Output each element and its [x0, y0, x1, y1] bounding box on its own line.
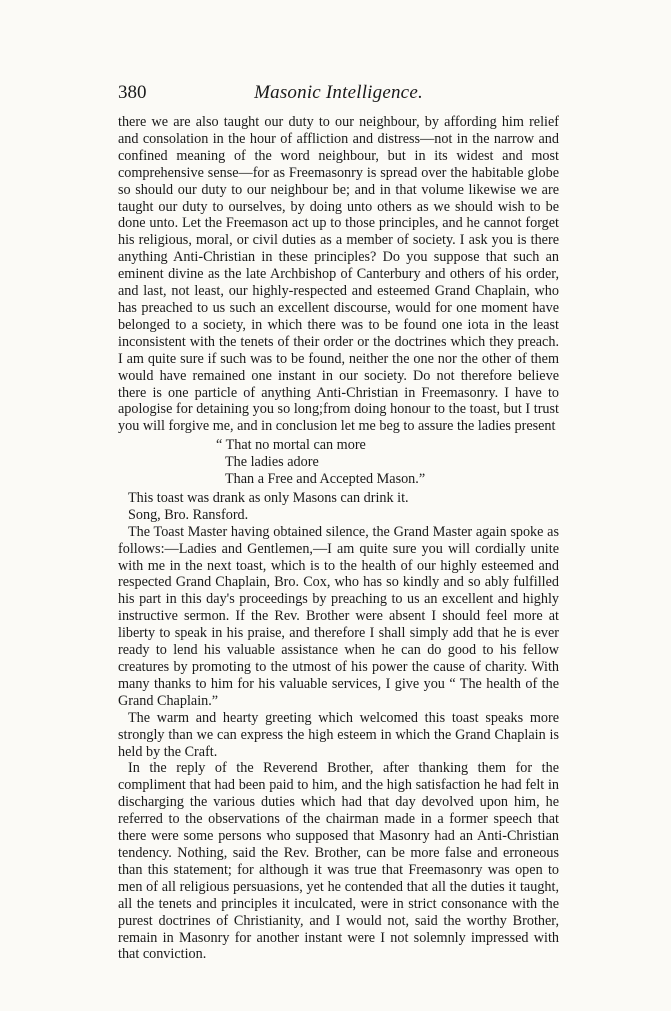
verse-line: “ That no mortal can more [216, 437, 366, 454]
paragraph-grand-master-speech: The Toast Master having obtained silence, the Grand Master again spoke as follows:—Ladies and Gentlemen,—I am quite sure you will cordially unite with me in the next toast, which is to the health of our highly esteemed and respected Grand Chaplain, Bro. Cox, who has so kindly and so ably fulfilled his part in this day's proceedings by preaching to us an excellent and highly instructive sermon. If the Rev. Brother were absent I should feel more at liberty to speak in his praise, and therefore I shall simply add that he is ever ready to lend his valuable assistance when he can do good to his fellow creatures by promoting to the utmost of his power the cause of charity. With many thanks to him for his valuable services, I give you “ The health of the Grand Chaplain.” [118, 523, 559, 709]
body-text [118, 114, 559, 963]
paragraph-song: Song, Bro. Ransford. [128, 506, 249, 523]
page-header [118, 82, 559, 108]
page-number: 380 [118, 82, 147, 103]
paragraph-chaplain-reply: In the reply of the Reverend Brother, after thanking them for the compliment that had been paid to him, and the high satisfaction he had felt in discharging the various duties which had that day devolved upon him, he referred to the observations of the chairman made in a former speech that there were some persons who supposed that Masonry had an Anti-Christian tendency. Nothing, said the Rev. Brother, can be more false and erroneous than this statement; for although it was true that Freemasonry was open to men of all religious persuasions, yet he contended that all the duties it taught, all the tenets and principles it inculcated, were in strict consonance with the purest doctrines of Christianity, and I would not, said the worthy Brother, remain in Masonry for another instant were I not solemnly impressed with that conviction. [118, 760, 559, 963]
verse-quote [216, 437, 559, 488]
paragraph-toast-drank: This toast was drank as only Masons can drink it. [128, 489, 409, 506]
verse-line: Than a Free and Accepted Mason.” [225, 471, 426, 488]
paragraph-greeting: The warm and hearty greeting which welcomed this toast speaks more strongly than we can express the high esteem in which the Grand Chaplain is held by the Craft. [118, 709, 559, 760]
verse-line: The ladies adore [225, 454, 319, 471]
running-title: Masonic Intelligence. [254, 82, 423, 103]
paragraph-speech-continuation: there we are also taught our duty to our neighbour, by affording him relief and consolation in the hour of affliction and distress—not in the narrow and confined meaning of the word neighbour, but in its widest and most comprehensive sense—for as Freemasonry is spread over the habitable globe so should our duty to our neighbour be; and in that volume likewise we are taught our duty to ourselves, by doing unto others as we should wish to be done unto. Let the Freemason act up to those principles, and he cannot forget his religious, moral, or civil duties as a member of society. I ask you is there anything Anti-Christian in these principles? Do you suppose that such an eminent divine as the late Archbishop of Canterbury and others of his order, and last, not least, our highly-respected and esteemed Grand Chaplain, who has preached to us such an excellent discourse, would for one moment have belonged to a society, in which there was to be found one iota in the least inconsistent with the tenets of their order or the doctrines which they preach. I am quite sure if such was to be found, neither the one nor the other of them would have remained one instant in our society. Do not therefore believe there is one particle of anything Anti-Christian in Freemasonry. I have to apologise for detaining you so long;from doing honour to the toast, but I trust you will forgive me, and in conclusion let me beg to assure the ladies present [118, 114, 559, 435]
